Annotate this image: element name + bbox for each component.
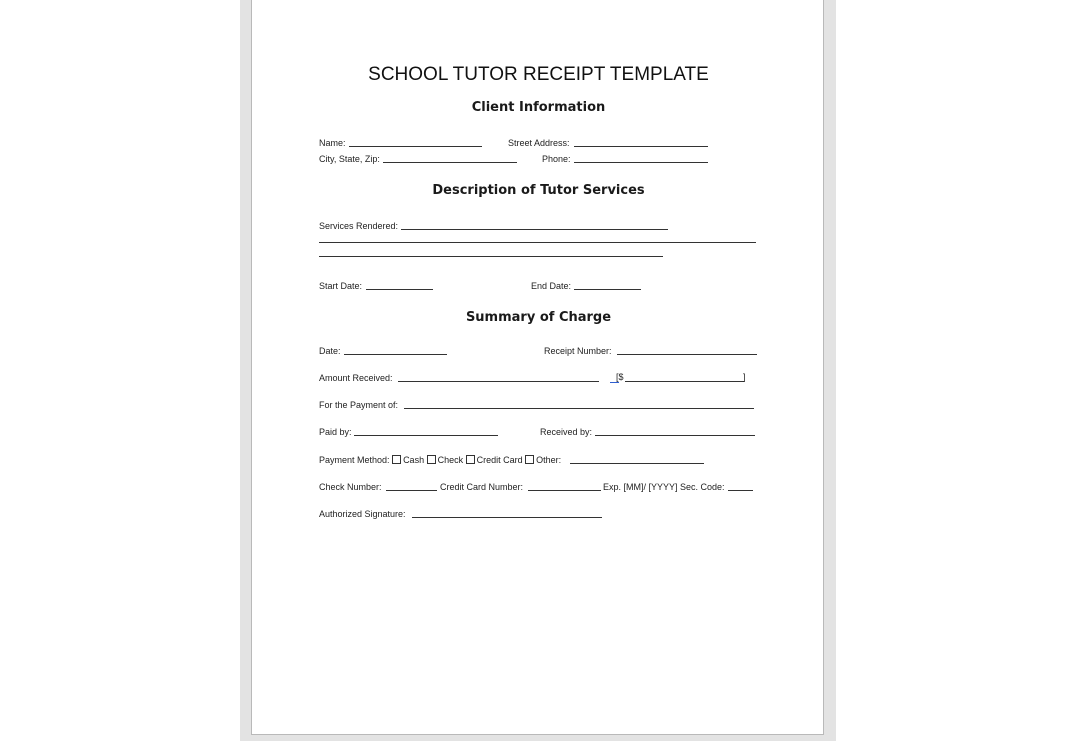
document-page — [251, 0, 824, 735]
services-rendered-line-3[interactable] — [319, 256, 663, 257]
payment-method-label: Payment Method: — [319, 455, 390, 465]
other-checkbox[interactable] — [525, 455, 534, 464]
amount-box-field[interactable] — [625, 381, 744, 382]
amount-box-close: ] — [743, 372, 746, 382]
name-field[interactable] — [349, 146, 482, 147]
check-checkbox[interactable] — [427, 455, 436, 464]
authorized-signature-field[interactable] — [412, 517, 602, 518]
phone-field[interactable] — [574, 162, 708, 163]
street-address-label: Street Address: — [508, 138, 570, 148]
credit-card-label: Credit Card — [476, 455, 523, 465]
payment-method-row — [319, 455, 561, 466]
credit-card-number-label: Credit Card Number: — [440, 482, 524, 492]
other-field[interactable] — [570, 463, 704, 464]
city-state-zip-field[interactable] — [383, 162, 517, 163]
date-label: Date: — [319, 346, 341, 356]
authorized-signature-label: Authorized Signature: — [319, 509, 406, 519]
paid-by-label: Paid by: — [319, 427, 352, 437]
other-label: Other: — [536, 455, 562, 465]
section-heading-client: Client Information — [471, 100, 606, 115]
check-number-field[interactable] — [386, 490, 437, 491]
page-title: SCHOOL TUTOR RECEIPT TEMPLATE — [368, 64, 709, 85]
start-date-label: Start Date: — [319, 281, 363, 291]
end-date-label: End Date: — [531, 281, 572, 291]
check-number-label: Check Number: — [319, 482, 382, 492]
received-by-label: Received by: — [540, 427, 593, 437]
paid-by-field[interactable] — [354, 435, 498, 436]
payment-for-field[interactable] — [404, 408, 754, 409]
amount-box-open: [$ — [616, 372, 624, 382]
end-date-field[interactable] — [574, 289, 641, 290]
amount-received-field[interactable] — [398, 381, 599, 382]
name-label: Name: — [319, 138, 346, 148]
receipt-number-field[interactable] — [617, 354, 757, 355]
check-label: Check — [437, 455, 464, 465]
services-rendered-line-2[interactable] — [319, 242, 756, 243]
date-field[interactable] — [344, 354, 447, 355]
sec-code-field[interactable] — [728, 490, 753, 491]
section-heading-services: Description of Tutor Services — [432, 183, 645, 198]
credit-card-checkbox[interactable] — [466, 455, 475, 464]
city-state-zip-label: City, State, Zip: — [319, 154, 380, 164]
start-date-field[interactable] — [366, 289, 433, 290]
amount-received-label: Amount Received: — [319, 373, 393, 383]
document-viewer — [240, 0, 836, 741]
services-rendered-field[interactable] — [401, 229, 668, 230]
services-rendered-label: Services Rendered: — [319, 221, 399, 231]
credit-card-number-field[interactable] — [528, 490, 601, 491]
phone-label: Phone: — [542, 154, 571, 164]
cash-label: Cash — [403, 455, 425, 465]
section-heading-charge: Summary of Charge — [465, 310, 612, 325]
payment-for-label: For the Payment of: — [319, 400, 399, 410]
exp-sec-code-label: Exp. [MM]/ [YYYY] Sec. Code: — [603, 482, 725, 492]
receipt-number-label: Receipt Number: — [544, 346, 612, 356]
received-by-field[interactable] — [595, 435, 755, 436]
cash-checkbox[interactable] — [392, 455, 401, 464]
street-address-field[interactable] — [574, 146, 708, 147]
